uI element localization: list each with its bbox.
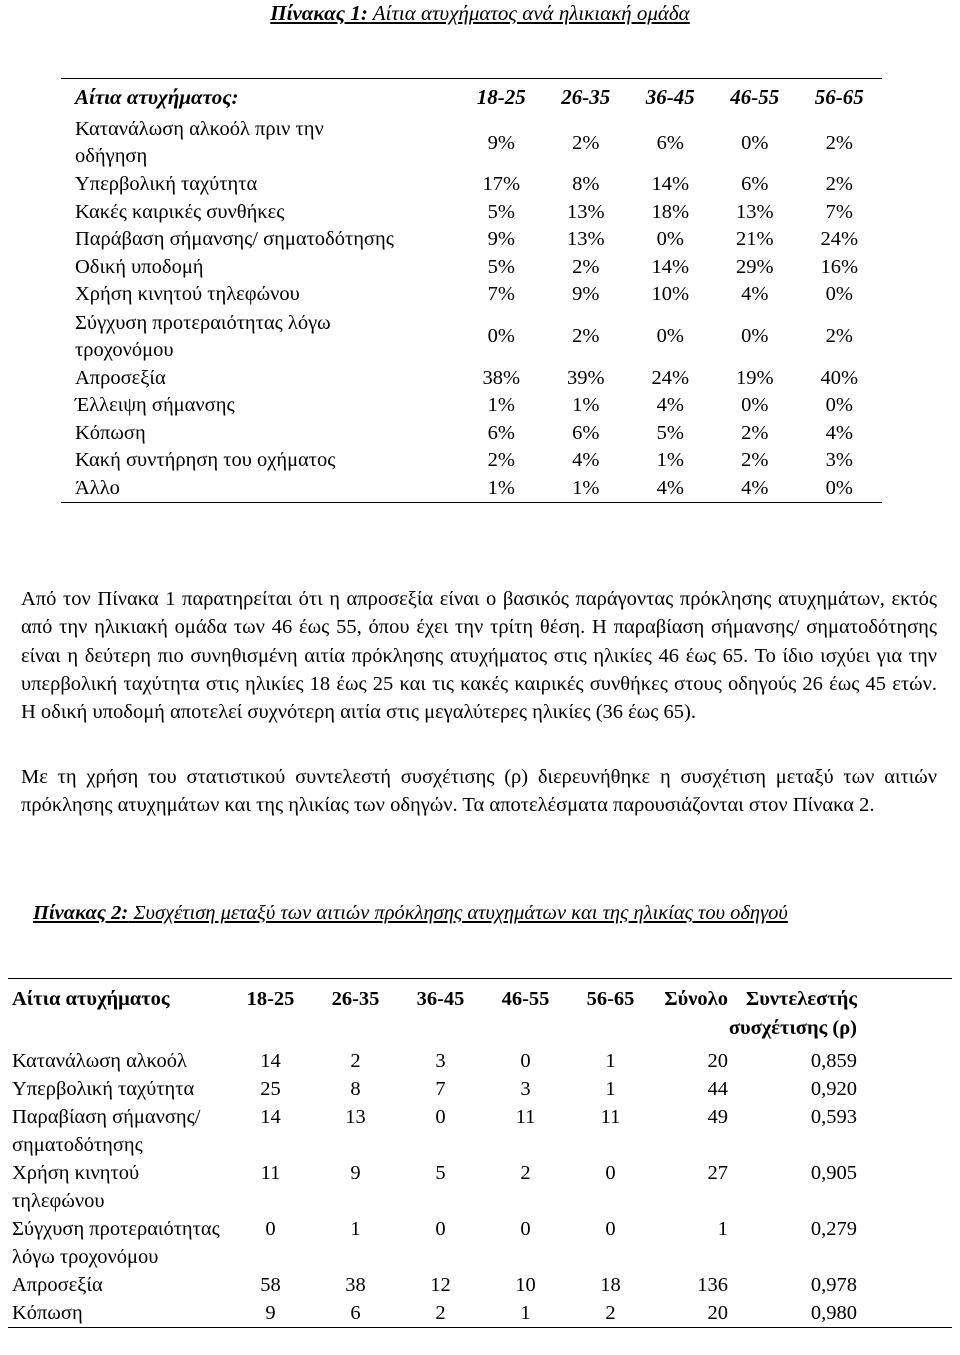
table1-cell: 24% xyxy=(651,366,690,389)
table1-cell: 0% xyxy=(741,394,769,417)
table2-cell: 1 xyxy=(350,1218,361,1240)
table2-row-label: Χρήση κινητού τηλεφώνου xyxy=(12,1162,140,1212)
table1-row-label: Κακή συντήρηση του οχήματος xyxy=(75,449,336,472)
table2-row xyxy=(8,1159,952,1215)
table1-cell: 9% xyxy=(487,228,515,251)
table1-row xyxy=(61,254,882,282)
table1-cell: 18% xyxy=(651,200,690,223)
table2-cell: 11 xyxy=(260,1162,281,1184)
table1-cell: 13% xyxy=(735,200,774,223)
table2-coef-cell: 0,905 xyxy=(810,1162,857,1184)
table1-cell: 0% xyxy=(825,394,853,417)
table2-coef-cell: 0,593 xyxy=(810,1106,857,1128)
table1-row-label: Σύγχυση προτεραιότητας λόγω τροχονόμου xyxy=(75,311,331,361)
table1-title xyxy=(0,0,960,26)
table2-row-label: Απροσεξία xyxy=(12,1274,103,1296)
table1-cell: 40% xyxy=(820,366,859,389)
table2-cell: 2 xyxy=(605,1302,616,1324)
table1-cell: 1% xyxy=(656,449,684,472)
table1-cell: 29% xyxy=(735,255,774,278)
table2-total-cell: 49 xyxy=(707,1106,728,1128)
table1-cell: 4% xyxy=(741,283,769,306)
table2-cell: 14 xyxy=(260,1050,281,1072)
table1-header-age: 18-25 xyxy=(476,84,526,109)
table1-cell: 4% xyxy=(656,394,684,417)
table1-cell: 6% xyxy=(572,421,600,444)
table1-cell: 7% xyxy=(825,200,853,223)
table1-cell: 2% xyxy=(825,325,853,347)
table1-row xyxy=(61,447,882,475)
table1-cell: 0% xyxy=(487,325,515,347)
table1-cell: 0% xyxy=(741,131,769,154)
table2-header-label: Αίτια ατυχήματος xyxy=(12,988,170,1010)
table2-cell: 0 xyxy=(605,1218,616,1240)
table1-cell: 1% xyxy=(487,476,515,499)
table2-header-age: 18-25 xyxy=(246,988,295,1010)
table2-cell: 2 xyxy=(435,1302,446,1324)
table2-coef-cell: 0,978 xyxy=(810,1274,857,1296)
table1-cell: 7% xyxy=(487,283,515,306)
table1-cell: 9% xyxy=(572,283,600,306)
table1-row-label: Άλλο xyxy=(75,476,120,499)
table1-cell: 2% xyxy=(572,325,600,347)
table1-row xyxy=(61,171,882,199)
table1-cell: 4% xyxy=(656,476,684,499)
table1-header-label: Αίτια ατυχήματος: xyxy=(75,84,239,109)
table2-title-text: Συσχέτιση μεταξύ των αιτιών πρόκλησης ατυχημάτων και της ηλικίας του οδηγού xyxy=(128,902,788,924)
table1-cell: 8% xyxy=(572,173,600,196)
table1-title-prefix: Πίνακας 1: xyxy=(270,1,368,25)
table2-header-age: 36-45 xyxy=(416,988,465,1010)
table1-row xyxy=(61,309,882,365)
table1-cell: 39% xyxy=(566,366,605,389)
table1-cell: 1% xyxy=(487,394,515,417)
table1-row xyxy=(61,475,882,503)
table2-title-prefix: Πίνακας 2: xyxy=(33,902,129,924)
table2-cell: 1 xyxy=(520,1302,531,1324)
table1-header-age: 46-55 xyxy=(730,84,780,109)
table2-cell: 9 xyxy=(265,1302,276,1324)
table1-row-label: Χρήση κινητού τηλεφώνου xyxy=(75,283,300,306)
table1-row-label: Κατανάλωση αλκοόλ πριν την οδήγηση xyxy=(75,118,324,167)
table2-row xyxy=(8,1047,952,1075)
table1-row-label: Απροσεξία xyxy=(75,366,166,389)
table1-row-label: Υπερβολική ταχύτητα xyxy=(75,173,258,196)
table2-cell: 8 xyxy=(350,1078,361,1100)
table1-header-age: 36-45 xyxy=(645,84,695,109)
table1-cell: 2% xyxy=(741,449,769,472)
table1-header-row xyxy=(61,79,882,115)
table2-row xyxy=(8,1299,952,1327)
table2-cell: 1 xyxy=(605,1078,616,1100)
table1-cell: 13% xyxy=(566,228,605,251)
table2-cell: 1 xyxy=(605,1050,616,1072)
table2-total-cell: 20 xyxy=(707,1050,728,1072)
table2-cell: 13 xyxy=(345,1106,366,1128)
table2-total-cell: 136 xyxy=(697,1274,728,1296)
table2-coef-cell: 0,980 xyxy=(810,1302,857,1324)
table2-cell: 0 xyxy=(520,1218,531,1240)
table1-cell: 24% xyxy=(820,228,859,251)
table1-cell: 9% xyxy=(487,131,515,154)
table1-cell: 4% xyxy=(825,421,853,444)
table1-body xyxy=(61,115,882,502)
table1-cell: 16% xyxy=(820,255,859,278)
table2-cell: 12 xyxy=(430,1274,451,1296)
table2-total-cell: 1 xyxy=(717,1218,728,1240)
table1-title-text: Αίτια ατυχήματος ανά ηλικιακή ομάδα xyxy=(367,1,690,25)
table1-row-label: Κακές καιρικές συνθήκες xyxy=(75,200,285,223)
table1-cell: 38% xyxy=(482,366,521,389)
table2-cell: 3 xyxy=(520,1078,531,1100)
table1-row xyxy=(61,420,882,448)
table2-coef-cell: 0,859 xyxy=(810,1050,857,1072)
table2-cell: 0 xyxy=(605,1162,616,1184)
table1-cell: 1% xyxy=(572,476,600,499)
table1-cell: 3% xyxy=(825,449,853,472)
table1-cell: 14% xyxy=(651,173,690,196)
table1-cell: 5% xyxy=(656,421,684,444)
table1-cell: 2% xyxy=(572,255,600,278)
table2-total-cell: 44 xyxy=(707,1078,728,1100)
table1-row xyxy=(61,281,882,309)
table2-cell: 11 xyxy=(600,1106,621,1128)
table1-row xyxy=(61,365,882,393)
table2-cell: 0 xyxy=(435,1106,446,1128)
table1-cell: 5% xyxy=(487,255,515,278)
table2-cell: 6 xyxy=(350,1302,361,1324)
table1-cell: 14% xyxy=(651,255,690,278)
table2-header-age: 26-35 xyxy=(331,988,380,1010)
paragraph-1: Από τον Πίνακα 1 παρατηρείται ότι η απροσεξία είναι ο βασικός παράγοντας πρόκλησης ατυχημάτων, εκτός από την ηλικιακή ομάδα των 46 έως 55, όπου έχει την τρίτη θέση. Η παραβίαση σήμανσης/ σηματοδότησης είναι η δεύτερη πιο συνηθισμένη αιτία πρόκλησης ατυχήματος στις ηλικίες 46 έως 65. Το ίδιο ισχύει για την υπερβολική ταχύτητα στις ηλικίες 18 έως 25 και τις κακές καιρικές συνθήκες στους οδηγούς 26 έως 45 ετών. Η οδική υποδομή αποτελεί συχνότερη αιτία στις μεγαλύτερες ηλικίες (36 έως 65). xyxy=(21,588,937,724)
table2-cell: 9 xyxy=(350,1162,361,1184)
table1-cell: 0% xyxy=(656,228,684,251)
table1-header-age: 56-65 xyxy=(814,84,864,109)
table2-row-label: Παραβίαση σήμανσης/ σηματοδότησης xyxy=(12,1106,201,1156)
table2-row-label: Υπερβολική ταχύτητα xyxy=(12,1078,195,1100)
table1-cell: 6% xyxy=(741,173,769,196)
table2-header-row xyxy=(8,979,952,1047)
table2-row xyxy=(8,1103,952,1159)
table2-cell: 0 xyxy=(435,1218,446,1240)
table1-row-label: Παράβαση σήμανσης/ σηματοδότησης xyxy=(75,228,394,251)
table2-header-age: 56-65 xyxy=(586,988,635,1010)
table2-coef-cell: 0,279 xyxy=(810,1218,857,1240)
table2-row xyxy=(8,1215,952,1271)
table1-cell: 21% xyxy=(735,228,774,251)
table2-row-label: Κατανάλωση αλκοόλ xyxy=(12,1050,187,1072)
table1-row xyxy=(61,226,882,254)
table2-cell: 2 xyxy=(350,1050,361,1072)
table2-cell: 5 xyxy=(435,1162,446,1184)
table1 xyxy=(61,78,882,503)
table1-header-age: 26-35 xyxy=(561,84,611,109)
table2-total-cell: 27 xyxy=(707,1162,728,1184)
paragraph-2: Με τη χρήση του στατιστικού συντελεστή συσχέτισης (ρ) διερευνήθηκε η συσχέτιση μεταξύ των αιτιών πρόκλησης ατυχημάτων και της ηλικίας των οδηγών. Τα αποτελέσματα παρουσιάζονται στον Πίνακα 2. xyxy=(21,766,937,817)
table1-cell: 4% xyxy=(572,449,600,472)
table2-cell: 3 xyxy=(435,1050,446,1072)
table2-total-cell: 20 xyxy=(707,1302,728,1324)
table1-cell: 0% xyxy=(825,283,853,306)
table1-row-label: Έλλειψη σήμανσης xyxy=(75,394,235,417)
table2-cell: 58 xyxy=(260,1274,281,1296)
table1-row-label: Κόπωση xyxy=(75,421,146,444)
table2-header-age: 46-55 xyxy=(501,988,550,1010)
table2-cell: 18 xyxy=(600,1274,621,1296)
table1-cell: 2% xyxy=(572,131,600,154)
table2-row xyxy=(8,1271,952,1299)
table1-cell: 4% xyxy=(741,476,769,499)
table1-row-label: Οδική υποδομή xyxy=(75,255,204,278)
table2-cell: 14 xyxy=(260,1106,281,1128)
table1-cell: 19% xyxy=(735,366,774,389)
table2-cell: 0 xyxy=(520,1050,531,1072)
table2-header-total: Σύνολο xyxy=(664,988,728,1010)
table1-row xyxy=(61,199,882,227)
table1-cell: 1% xyxy=(572,394,600,417)
table1-cell: 0% xyxy=(656,325,684,347)
table2-cell: 10 xyxy=(515,1274,536,1296)
table2-row-label: Κόπωση xyxy=(12,1302,83,1324)
table2-title xyxy=(33,899,933,927)
table1-cell: 0% xyxy=(741,325,769,347)
table1-cell: 5% xyxy=(487,200,515,223)
table1-cell: 6% xyxy=(487,421,515,444)
table2-row-label: Σύγχυση προτεραιότητας λόγω τροχονόμου xyxy=(12,1218,220,1268)
table2-row xyxy=(8,1075,952,1103)
table2-cell: 0 xyxy=(265,1218,276,1240)
table2 xyxy=(8,978,952,1328)
table2-cell: 11 xyxy=(515,1106,536,1128)
table1-cell: 13% xyxy=(566,200,605,223)
table2-cell: 25 xyxy=(260,1078,281,1100)
table1-cell: 2% xyxy=(825,131,853,154)
table1-cell: 6% xyxy=(656,131,684,154)
table2-header-coef: Συντελεστής συσχέτισης (ρ) xyxy=(728,988,857,1039)
table2-coef-cell: 0,920 xyxy=(810,1078,857,1100)
table1-cell: 2% xyxy=(825,173,853,196)
table1-row xyxy=(61,115,882,171)
table1-row xyxy=(61,392,882,420)
table2-cell: 7 xyxy=(435,1078,446,1100)
table2-cell: 2 xyxy=(520,1162,531,1184)
table2-cell: 38 xyxy=(345,1274,366,1296)
table1-cell: 2% xyxy=(487,449,515,472)
table2-body xyxy=(8,1047,952,1327)
table1-cell: 10% xyxy=(651,283,690,306)
table1-cell: 17% xyxy=(482,173,521,196)
table1-cell: 0% xyxy=(825,476,853,499)
table1-cell: 2% xyxy=(741,421,769,444)
